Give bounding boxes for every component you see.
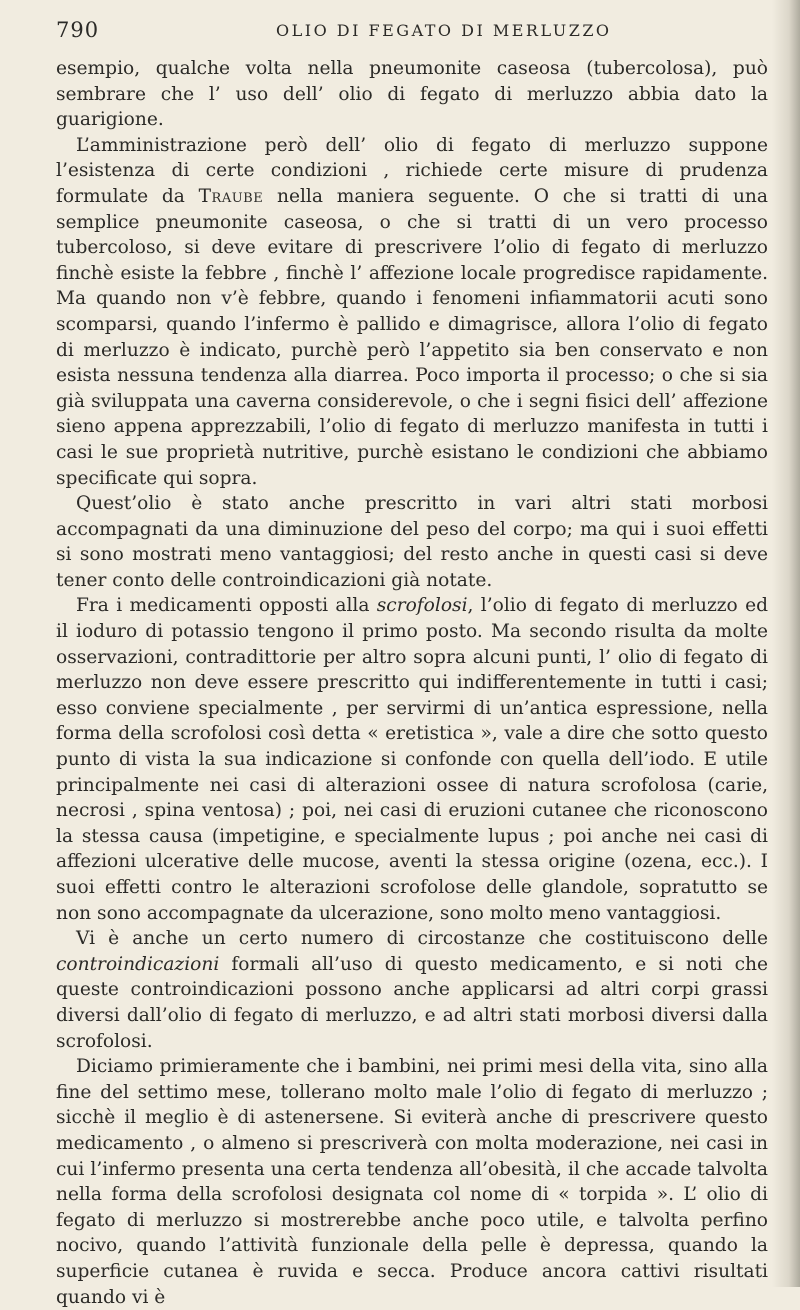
text-run: nella maniera seguente. O che si tratti di una semplice pneumonite caseosa, o che si tratti di un vero processo tubercoloso, si deve evitare di prescrivere l’olio di fegato di merluzzo finchè esiste la febbre , finchè l’ affezione locale progredisce rapidamente. Ma quando non v’è febbre, quando i fenomeni infiammatorii acuti sono scomparsi, quando l’infermo è pallido e dimagrisce, allora l’olio di fegato di merluzzo è indicato, purchè però l’appetito sia ben conservato e non esista nessuna tendenza alla diarrea. Poco importa il processo; o che si sia già sviluppata una caverna considerevole, o che i segni fisici dell’ affezione sieno appena apprezzabili, l’olio di fegato di merluzzo manifesta in tutti i casi le sue proprietà nutritive, purchè esistano le condizioni che abbiamo specificate qui sopra. xyxy=(56,185,768,489)
text-run: L’amministrazione però dell’ olio di fegato di merluzzo suppone l’esistenza di certe condizioni , richiede certe misure di prudenza formulate da xyxy=(56,134,768,207)
text-run: Diciamo primieramente che i bambini, nei primi mesi della vita, sino alla fine del settimo mese, tollerano molto male l’olio di fegato di merluzzo ; sicchè il meglio è di astenersene. Si eviterà anche di prescrivere questo medicamento , o almeno si prescriverà con molta moderazione, nei casi in cui l’infermo presenta una certa tendenza all’obesità, il che accade talvolta nella forma della scrofolosi designata col nome di « torpida ». L’ olio di fegato di merluzzo si mostrerebbe anche poco utile, e talvolta perfino nocivo, quando l’attività funzionale della pelle è depressa, quando la superficie cutanea è ruvida e secca. Produce ancora cattivi risultati quando vi è xyxy=(56,1056,768,1308)
text-run: formali all’uso di questo medicamento, e si noti che queste controindicazioni possono anche applicarsi ad altri corpi grassi diversi dall’olio di fegato di merluzzo, e ad altri stati morbosi diversi dalla scrofolosi. xyxy=(56,953,768,1052)
paragraph xyxy=(56,133,768,491)
paragraph xyxy=(56,1054,768,1310)
header-title: OLIO DI FEGATO DI MERLUZZO xyxy=(276,21,612,40)
author-name: Traube xyxy=(198,185,264,207)
italic-term: scrofolosi xyxy=(376,595,468,617)
text-run: Fra i medicamenti opposti alla xyxy=(76,595,377,617)
paragraph xyxy=(56,56,768,133)
text-run: Vi è anche un certo numero di circostanze che costituiscono delle xyxy=(76,928,768,950)
page-number: 790 xyxy=(56,18,100,42)
body-text xyxy=(56,56,768,1310)
text-run: , l’olio di fegato di merluzzo ed il ioduro di potassio tengono il primo posto. Ma secondo risulta da molte osservazioni, contradittorie per altro sopra alcuni punti, l’ olio di fegato di merluzzo non deve essere prescritto qui indifferentemente in tutti i casi; esso conviene specialmente , per servirmi di un’antica espressione, nella forma della scrofolosi così detta « eretistica », vale a dire che sotto questo punto di vista la sua indicazione si confonde con quella dell’iodo. E utile principalmente nei casi di alterazioni ossee di natura scrofolosa (carie, necrosi , spina ventosa) ; poi, nei casi di eruzioni cutanee che riconoscono la stessa causa (impetigine, e specialmente lupus ; poi anche nei casi di affezioni ulcerative delle mucose, aventi la stessa origine (ozena, ecc.). I suoi effetti contro le alterazioni scrofolose delle glandole, sopratutto se non sono accompagnate da ulcerazione, sono molto meno vantaggiosi. xyxy=(56,595,768,924)
italic-term: controindicazioni xyxy=(56,953,220,975)
page-edge-shadow xyxy=(772,0,800,1287)
text-run: esempio, qualche volta nella pneumonite caseosa (tubercolosa), può sembrare che l’ uso dell’ olio di fegato di merluzzo abbia dato la guarigione. xyxy=(56,58,768,131)
paragraph xyxy=(56,926,768,1054)
paragraph xyxy=(56,491,768,593)
running-head xyxy=(56,18,756,48)
text-run: Quest’olio è stato anche prescritto in vari altri stati morbosi accompagnati da una diminuzione del peso del corpo; ma qui i suoi effetti si sono mostrati meno vantaggiosi; del resto anche in questi casi si deve tener conto delle controindicazioni già notate. xyxy=(56,493,768,591)
paragraph xyxy=(56,593,768,926)
